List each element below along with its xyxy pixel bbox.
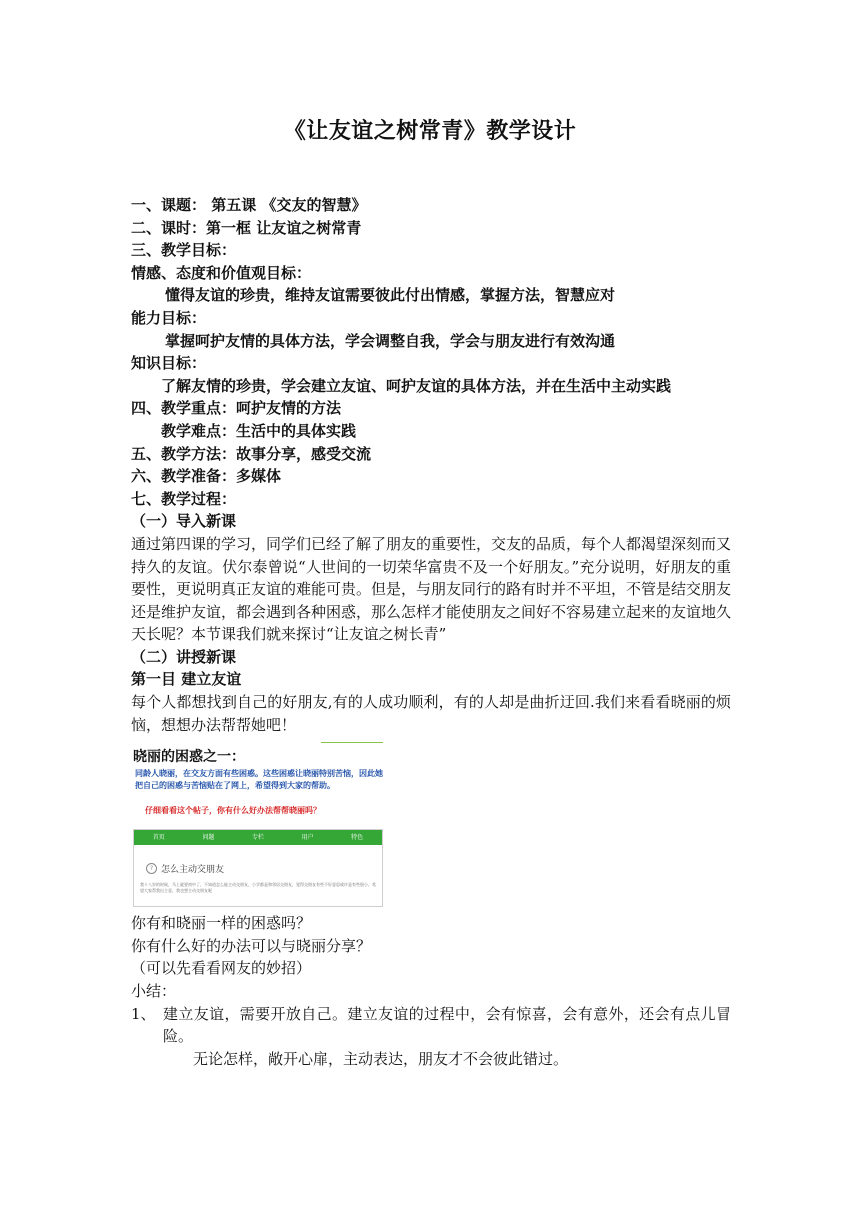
section-new-lesson-heading: （二）讲授新课	[131, 647, 237, 666]
closing-sentence: 无论怎样，敞开心扉，主动表达，朋友才不会彼此错过。	[193, 1049, 569, 1068]
forum-nav-home: 首页	[152, 834, 165, 842]
difficult-point: 教学难点：生活中的具体实践	[161, 421, 357, 440]
teaching-process-heading: 七、教学过程：	[131, 489, 237, 508]
forum-nav-users: 用户	[301, 834, 314, 842]
figure-heading: 晓丽的困惑之一：	[133, 749, 245, 766]
lesson-topic: 一、课题： 第五课 《交友的智慧》	[131, 196, 367, 214]
story-paragraph: 每个人都想找到自己的好朋友,有的人成功顺利，有的人却是曲折迂回.我们来看看晓丽的烦恼，想想办法帮帮她吧！	[131, 693, 731, 734]
question-2: 你有什么好的办法可以与晓丽分享？	[131, 936, 372, 955]
figure-accent-line	[321, 742, 383, 743]
emotion-goal-text: 懂得友谊的珍贵，维持友谊需要彼此付出情感，掌握方法，智慧应对	[165, 286, 616, 305]
forum-post-card	[133, 829, 383, 907]
teaching-preparation: 六、教学准备：多媒体	[131, 467, 282, 486]
lesson-period: 二、课时：第一框 让友谊之树常青	[131, 218, 362, 237]
question-circle-icon: ?	[146, 863, 157, 874]
emotion-goal-heading: 情感、态度和价值观目标：	[131, 263, 312, 282]
ability-goal-heading: 能力目标：	[131, 308, 207, 327]
figure-prompt: 仔细看看这个帖子，你有什么好办法帮帮晓丽吗？	[145, 806, 321, 816]
subsection-build-friendship: 第一目 建立友谊	[131, 670, 242, 689]
list-text: 建立友谊，需要开放自己。建立友谊的过程中，会有惊喜，会有意外，还会有点儿冒险。	[163, 1004, 731, 1046]
summary-heading: 小结：	[131, 982, 177, 1001]
teaching-goals-heading: 三、教学目标：	[131, 241, 237, 260]
question-1: 你有和晓丽一样的困惑吗？	[131, 914, 312, 933]
figure-description: 同龄人晓丽，在交友方面有些困惑。这些困惑让晓丽特别苦恼，因此她把自己的困惑与苦恼贴在了网上，希望得到大家的帮助。	[135, 769, 383, 791]
list-number: 1、	[131, 1004, 156, 1023]
teaching-method: 五、教学方法：故事分享，感受交流	[131, 444, 372, 463]
forum-post-text: 我十八岁的时候，马上就要初中了，不知道怎么能主动交朋友，小学都是和邻居交朋友，觉得交朋友有些不好意思或许是有些胆小，希望大家帮我出主意，我也想主动交朋友呢	[140, 882, 376, 894]
intro-paragraph: 通过第四课的学习，同学们已经了解了朋友的重要性，交友的品质，每个人都渴望深刻而又持久的友谊。伏尔泰曾说“人世间的一切荣华富贵不及一个好朋友。”充分说明，好朋友的重要性，更说明真正友谊的难能可贵。但是，与朋友同行的路有时并不平坦，不管是结交朋友还是维护友谊，都会遇到各种困惑，那么怎样才能使朋友之间好不容易建立起来的友谊地久天长呢？本节课我们就来探讨“让友谊之树长青”	[131, 534, 732, 644]
knowledge-goal-heading: 知识目标：	[131, 354, 207, 373]
document-title: 《让友谊之树常青》教学设计	[283, 119, 577, 144]
document-body	[131, 194, 731, 1070]
section-intro-heading: （一）导入新课	[131, 512, 237, 531]
knowledge-goal-text: 了解友情的珍贵，学会建立友谊、呵护友谊的具体方法，并在生活中主动实践	[161, 376, 672, 395]
forum-question	[146, 862, 224, 875]
forum-nav-features: 特色	[351, 834, 364, 842]
forum-nav-questions: 问题	[202, 834, 215, 842]
key-point: 四、教学重点：呵护友情的方法	[131, 399, 342, 418]
forum-nav-bar	[134, 830, 382, 845]
ability-goal-text: 掌握呵护友情的具体方法，学会调整自我，学会与朋友进行有效沟通	[165, 331, 616, 350]
forum-nav-columns: 专栏	[251, 834, 264, 842]
forum-question-title: 怎么主动交朋友	[161, 865, 225, 876]
xiaoli-screenshot-figure	[131, 740, 387, 908]
question-3: （可以先看看网友的妙招）	[131, 959, 312, 978]
summary-list-item-1	[131, 1003, 731, 1048]
